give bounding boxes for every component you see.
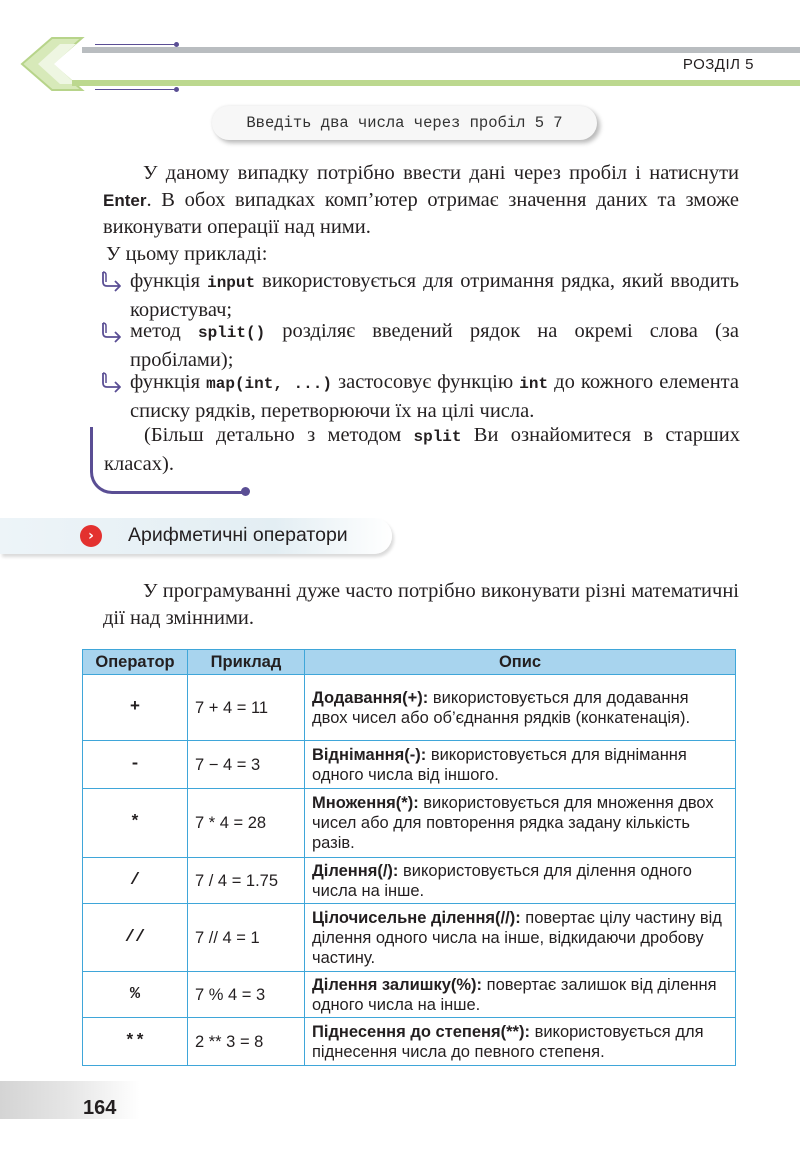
description-cell: Множення(*): використовується для множення двох чисел або для повторення рядка задану кількість разів. — [305, 789, 736, 858]
operator-cell: % — [83, 972, 188, 1018]
example-cell: 7 // 4 = 1 — [188, 904, 305, 972]
header-dot-bottom — [174, 87, 179, 92]
header-line-green — [72, 80, 800, 86]
description-cell: Цілочисельне ділення(//): повертає цілу частину від ділення одного числа на інше, відкидаючи дробову частину. — [305, 904, 736, 972]
table-row — [83, 675, 736, 741]
example-intro: У цьому прикладі: — [106, 243, 268, 265]
footer-bar — [0, 1081, 140, 1119]
table-row — [83, 789, 736, 858]
header-thin-line-top — [95, 44, 175, 45]
operator-cell: - — [83, 741, 188, 789]
table-row — [83, 1018, 736, 1066]
hand-pointer-icon — [100, 371, 124, 393]
example-cell: 7 / 4 = 1.75 — [188, 858, 305, 904]
header-line-gray — [82, 47, 800, 53]
operator-cell: // — [83, 904, 188, 972]
example-cell: 7 * 4 = 28 — [188, 789, 305, 858]
intro-text-b: . В обох випадках комп’ютер отримає значення даних та зможе виконувати операції над ними. — [103, 188, 739, 238]
section-label: РОЗДІЛ 5 — [682, 56, 754, 73]
hand-pointer-icon — [100, 270, 124, 292]
description-cell: Віднімання(-): використовується для віднімання одного числа від іншого. — [305, 741, 736, 789]
section-paragraph: У програмуванні дуже часто потрібно виконувати різні математичні дії над змінними. — [103, 580, 739, 629]
operator-cell: ** — [83, 1018, 188, 1066]
enter-key-label: Enter — [103, 190, 147, 210]
note-bracket — [90, 427, 243, 494]
intro-text-a: У даному випадку потрібно ввести дані через пробіл і натиснути — [143, 162, 739, 184]
example-cell: 2 ** 3 = 8 — [188, 1018, 305, 1066]
description-cell: Ділення залишку(%): повертає залишок від ділення одного числа на інше. — [305, 972, 736, 1018]
table-row — [83, 858, 736, 904]
console-output: Введіть два числа через пробіл 5 7 — [212, 106, 597, 140]
page-number: 164 — [83, 1097, 117, 1119]
table-row — [83, 972, 736, 1018]
example-cell: 7 % 4 = 3 — [188, 972, 305, 1018]
example-cell: 7 + 4 = 11 — [188, 675, 305, 741]
header-thin-line-bottom — [95, 89, 175, 90]
operator-cell: + — [83, 675, 188, 741]
hand-pointer-icon — [100, 321, 124, 343]
operators-table — [82, 649, 736, 1066]
intro-paragraph — [103, 160, 739, 241]
operator-cell: / — [83, 858, 188, 904]
header-dot-top — [174, 42, 179, 47]
bullet-item: функція map(int, ...) застосовує функцію int до кожного елемента списку рядків, перетворюючи їх на цілі числа. — [130, 371, 739, 422]
description-cell: Додавання(+): використовується для додавання двох чисел або об’єднання рядків (конкатенація). — [305, 675, 736, 741]
col-header-operator: Оператор — [83, 650, 188, 675]
section-title: Арифметичні оператори — [128, 524, 348, 546]
table-row — [83, 904, 736, 972]
section-bullet-icon: › — [80, 525, 102, 547]
col-header-description: Опис — [305, 650, 736, 675]
example-cell: 7 − 4 = 3 — [188, 741, 305, 789]
table-row — [83, 741, 736, 789]
description-cell: Піднесення до степеня(**): використовується для піднесення числа до певного степеня. — [305, 1018, 736, 1066]
operator-cell: * — [83, 789, 188, 858]
table-header-row — [83, 650, 736, 675]
col-header-example: Приклад — [188, 650, 305, 675]
description-cell: Ділення(/): використовується для ділення одного числа на інше. — [305, 858, 736, 904]
bullet-item: метод split() розділяє введений рядок на окремі слова (за пробілами); — [130, 320, 739, 371]
note-paragraph: (Більш детально з методом split Ви ознайомитеся в старших класах). — [104, 424, 740, 475]
note-bracket-dot — [241, 487, 250, 496]
bullet-item: функція input використовується для отримання рядка, який вводить користувач; — [130, 270, 739, 321]
